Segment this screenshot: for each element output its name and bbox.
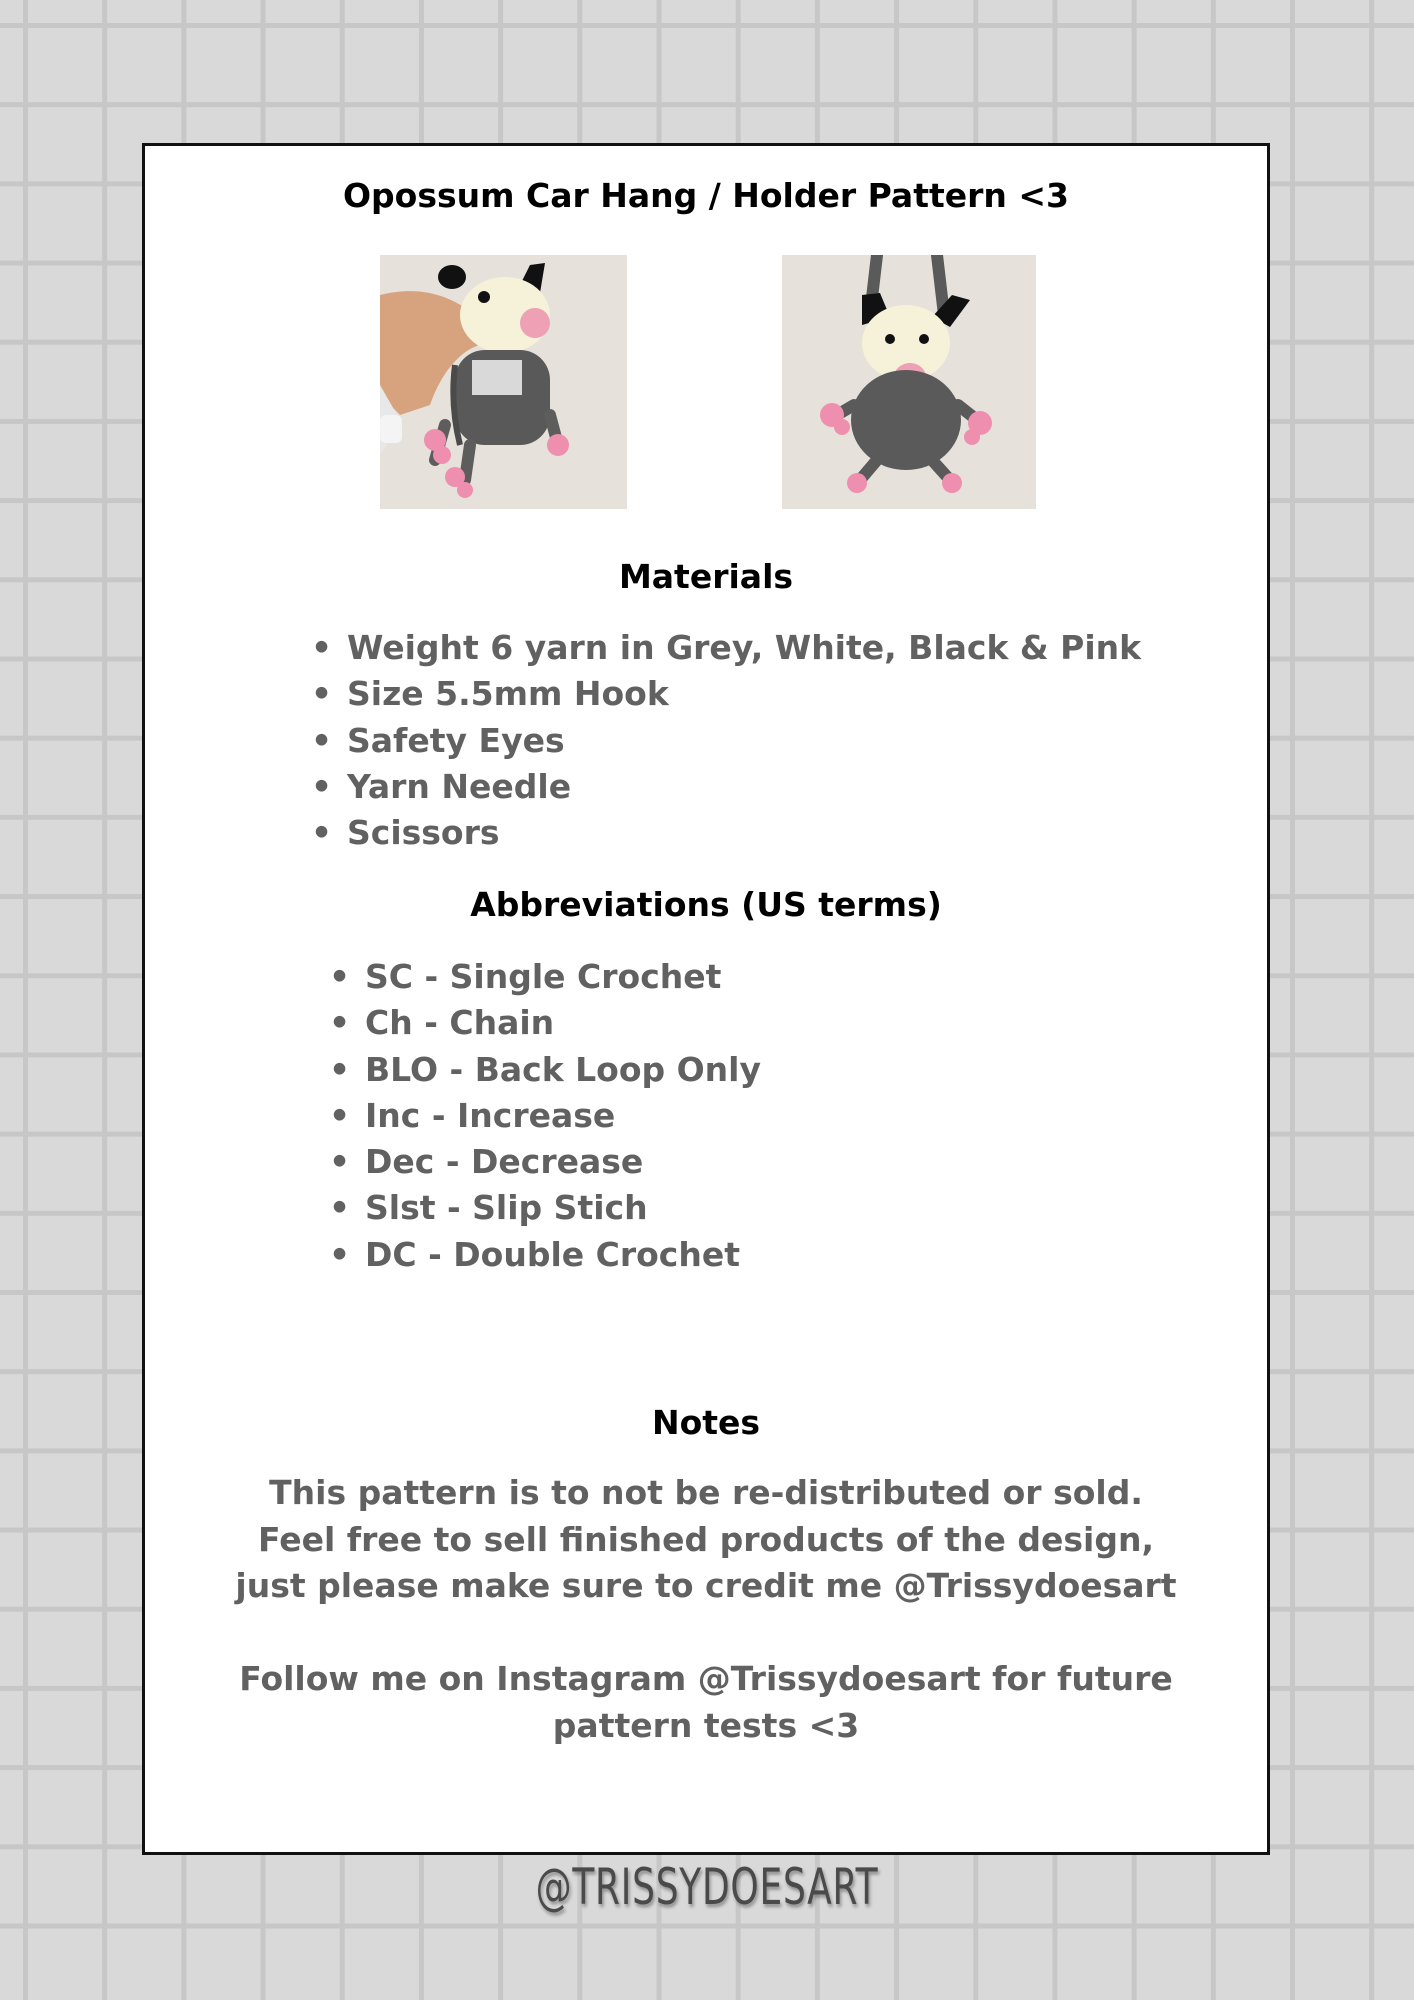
notes-paragraph-follow <box>145 1656 1267 1749</box>
bullet: • <box>329 1188 351 1228</box>
list-item: • BLO - Back Loop Only <box>329 1047 761 1093</box>
bullet: • <box>311 674 333 714</box>
materials-list <box>311 625 1141 856</box>
opossum-photo-held <box>380 255 627 509</box>
opossum-photo-hanging <box>782 255 1036 509</box>
list-item: • Dec - Decrease <box>329 1139 761 1185</box>
list-item: • Weight 6 yarn in Grey, White, Black & Pink <box>311 625 1141 671</box>
bullet: • <box>311 628 333 667</box>
bullet: • <box>329 957 351 996</box>
list-item: • Size 5.5mm Hook <box>311 671 1141 717</box>
bullet: • <box>329 1095 351 1135</box>
bullet: • <box>311 766 333 806</box>
opossum-held-illustration <box>380 255 627 509</box>
footer-handle: @TRISSYDOESART <box>535 1858 879 1916</box>
abbreviations-heading: Abbreviations (US terms) <box>470 885 942 924</box>
notes-line: just please make sure to credit me @Trissydoesart <box>235 1566 1177 1605</box>
list-item: • Scissors <box>311 810 1141 856</box>
notes-line: This pattern is to not be re-distributed or sold. <box>269 1473 1143 1512</box>
notes-line: pattern tests <3 <box>552 1705 860 1745</box>
list-item: • Inc - Increase <box>329 1093 761 1139</box>
list-item: • Yarn Needle <box>311 764 1141 810</box>
list-item: • SC - Single Crochet <box>329 954 761 1000</box>
bullet: • <box>329 1049 351 1089</box>
bullet: • <box>311 720 333 760</box>
list-item: • DC - Double Crochet <box>329 1232 761 1278</box>
bullet: • <box>329 1234 351 1274</box>
bullet: • <box>311 813 333 853</box>
materials-heading: Materials <box>618 557 794 596</box>
bullet: • <box>329 1142 351 1182</box>
opossum-hanging-illustration <box>782 255 1036 509</box>
pattern-card <box>142 143 1270 1855</box>
notes-line: Feel free to sell finished products of the design, <box>257 1519 1155 1559</box>
list-item: • Ch - Chain <box>329 1000 761 1046</box>
bullet: • <box>329 1003 351 1043</box>
list-item: • Slst - Slip Stich <box>329 1185 761 1231</box>
abbreviations-list <box>329 954 761 1278</box>
list-item: • Safety Eyes <box>311 718 1141 764</box>
notes-heading: Notes <box>651 1403 761 1442</box>
notes-paragraph-usage <box>145 1470 1267 1610</box>
page-title: Opossum Car Hang / Holder Pattern <3 <box>342 176 1070 215</box>
notes-line: Follow me on Instagram @Trissydoesart for future <box>239 1659 1173 1698</box>
